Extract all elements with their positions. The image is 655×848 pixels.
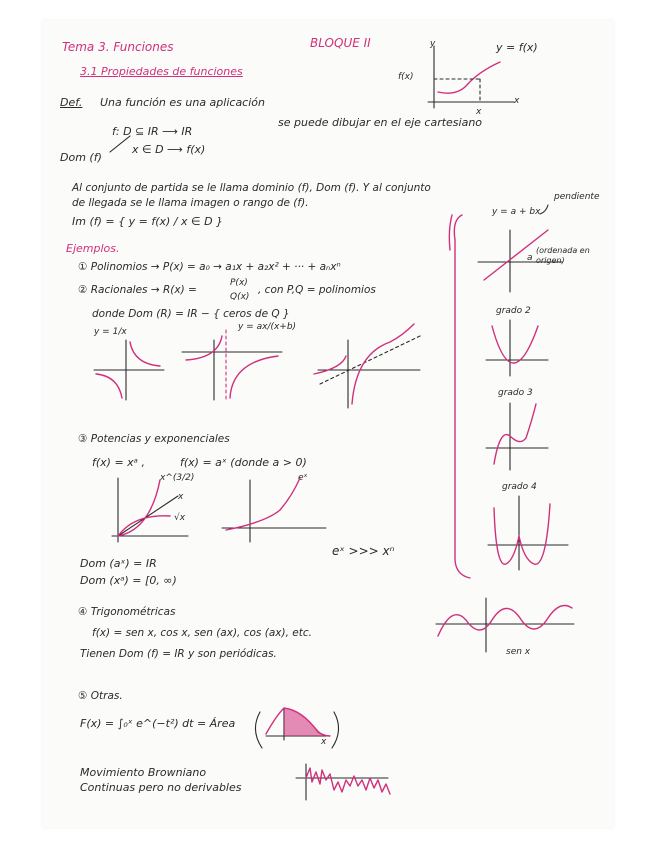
degree-2-label: grado 2 bbox=[496, 306, 531, 316]
top-graph-x-label: x bbox=[514, 96, 520, 106]
integral-x-label: x bbox=[321, 737, 327, 747]
slope-label: pendiente bbox=[554, 192, 600, 202]
rational-numerator: P(x) bbox=[230, 278, 248, 288]
top-graph-y-label: y bbox=[430, 39, 436, 49]
example-trig: ④ Trigonométricas bbox=[78, 606, 176, 618]
top-graph-x-tick: x bbox=[476, 107, 482, 117]
integral-graph bbox=[255, 708, 338, 748]
degree-4-label: grado 4 bbox=[502, 482, 537, 492]
mapping-line-1: f: D ⊆ IR ⟶ IR bbox=[112, 125, 193, 138]
exp-label: eˣ bbox=[298, 473, 308, 483]
trig-properties: Tienen Dom (f) = IR y son periódicas. bbox=[80, 648, 277, 660]
example-others: ⑤ Otras. bbox=[78, 690, 123, 702]
rational-graph bbox=[182, 330, 282, 402]
example-powers: ③ Potencias y exponenciales bbox=[78, 433, 230, 445]
examples-title: Ejemplos. bbox=[66, 242, 120, 255]
drawable-note: se puede dibujar en el eje cartesiano bbox=[278, 116, 483, 129]
power-label-x: x bbox=[178, 492, 184, 502]
degree-3-label: grado 3 bbox=[498, 388, 533, 398]
top-function-graph bbox=[428, 46, 514, 108]
def-text: Una función es una aplicación bbox=[100, 96, 265, 109]
top-graph-fx-label: f(x) bbox=[398, 72, 414, 82]
mapping-line-2: x ∈ D ⟶ f(x) bbox=[132, 143, 206, 156]
brownian-title: Movimiento Browniano bbox=[80, 766, 207, 779]
intercept-label: (ordenada en origen) bbox=[536, 246, 590, 265]
rational-domain: donde Dom (R) = IR − { ceros de Q } bbox=[92, 308, 290, 320]
exp-domain: Dom (aˣ) = IR bbox=[80, 557, 157, 570]
def-label: Def. bbox=[60, 96, 83, 109]
sine-graph bbox=[436, 598, 574, 652]
degree-2-graph bbox=[486, 320, 548, 376]
rational-condition: , con P,Q = polinomios bbox=[258, 284, 376, 296]
intercept-a-label: a bbox=[527, 253, 533, 263]
degree-4-graph bbox=[488, 496, 568, 570]
power-function: f(x) = xᵃ , bbox=[92, 456, 145, 469]
power-functions-graph bbox=[112, 478, 188, 542]
rational-denominator: Q(x) bbox=[230, 292, 250, 302]
rational-graph-label: y = ax/(x+b) bbox=[238, 322, 297, 332]
exponential-graph bbox=[222, 478, 326, 542]
rational-graph-right bbox=[314, 324, 420, 408]
top-graph-function-label: y = f(x) bbox=[496, 41, 538, 54]
bloque-title: BLOQUE II bbox=[310, 36, 371, 50]
exponential-function: f(x) = aˣ (donde a > 0) bbox=[180, 456, 307, 469]
domain-sentence-2: de llegada se le llama imagen o rango de (f). bbox=[72, 197, 309, 209]
brownian-graph bbox=[296, 764, 390, 800]
trig-functions: f(x) = sen x, cos x, sen (ax), cos (ax), etc. bbox=[92, 627, 312, 639]
hyperbola-graph bbox=[94, 340, 164, 400]
hyperbola-label: y = 1/x bbox=[94, 327, 127, 337]
right-column-brace bbox=[454, 215, 470, 578]
integral-definition: F(x) = ∫₀ˣ e^(−t²) dt = Área bbox=[80, 717, 236, 730]
brownian-note: Continuas pero no derivables bbox=[80, 781, 242, 794]
section-title: 3.1 Propiedades de funciones bbox=[80, 65, 243, 78]
power-domain: Dom (xᵃ) = [0, ∞) bbox=[80, 574, 177, 587]
line-equation: y = a + bx bbox=[492, 207, 541, 217]
example-rationals: ② Racionales → R(x) = bbox=[78, 284, 197, 296]
domain-sentence-1: Al conjunto de partida se le llama dominio (f), Dom (f). Y al conjunto bbox=[72, 182, 431, 194]
growth-comparison: eˣ >>> xⁿ bbox=[332, 544, 395, 558]
dom-label: Dom (f) bbox=[60, 151, 102, 164]
domain-arrow bbox=[110, 136, 130, 152]
tema-title: Tema 3. Funciones bbox=[62, 40, 174, 54]
linear-graph bbox=[478, 205, 562, 292]
example-polynomials: ① Polinomios → P(x) = a₀ → a₁x + a₂x² + ··· + aₙxⁿ bbox=[78, 261, 341, 273]
image-definition: Im (f) = { y = f(x) / x ∈ D } bbox=[72, 215, 224, 228]
power-label-x32: x^(3/2) bbox=[160, 473, 195, 483]
power-label-sqrt: √x bbox=[174, 513, 186, 523]
sine-label: sen x bbox=[506, 647, 531, 657]
degree-3-graph bbox=[486, 403, 548, 470]
